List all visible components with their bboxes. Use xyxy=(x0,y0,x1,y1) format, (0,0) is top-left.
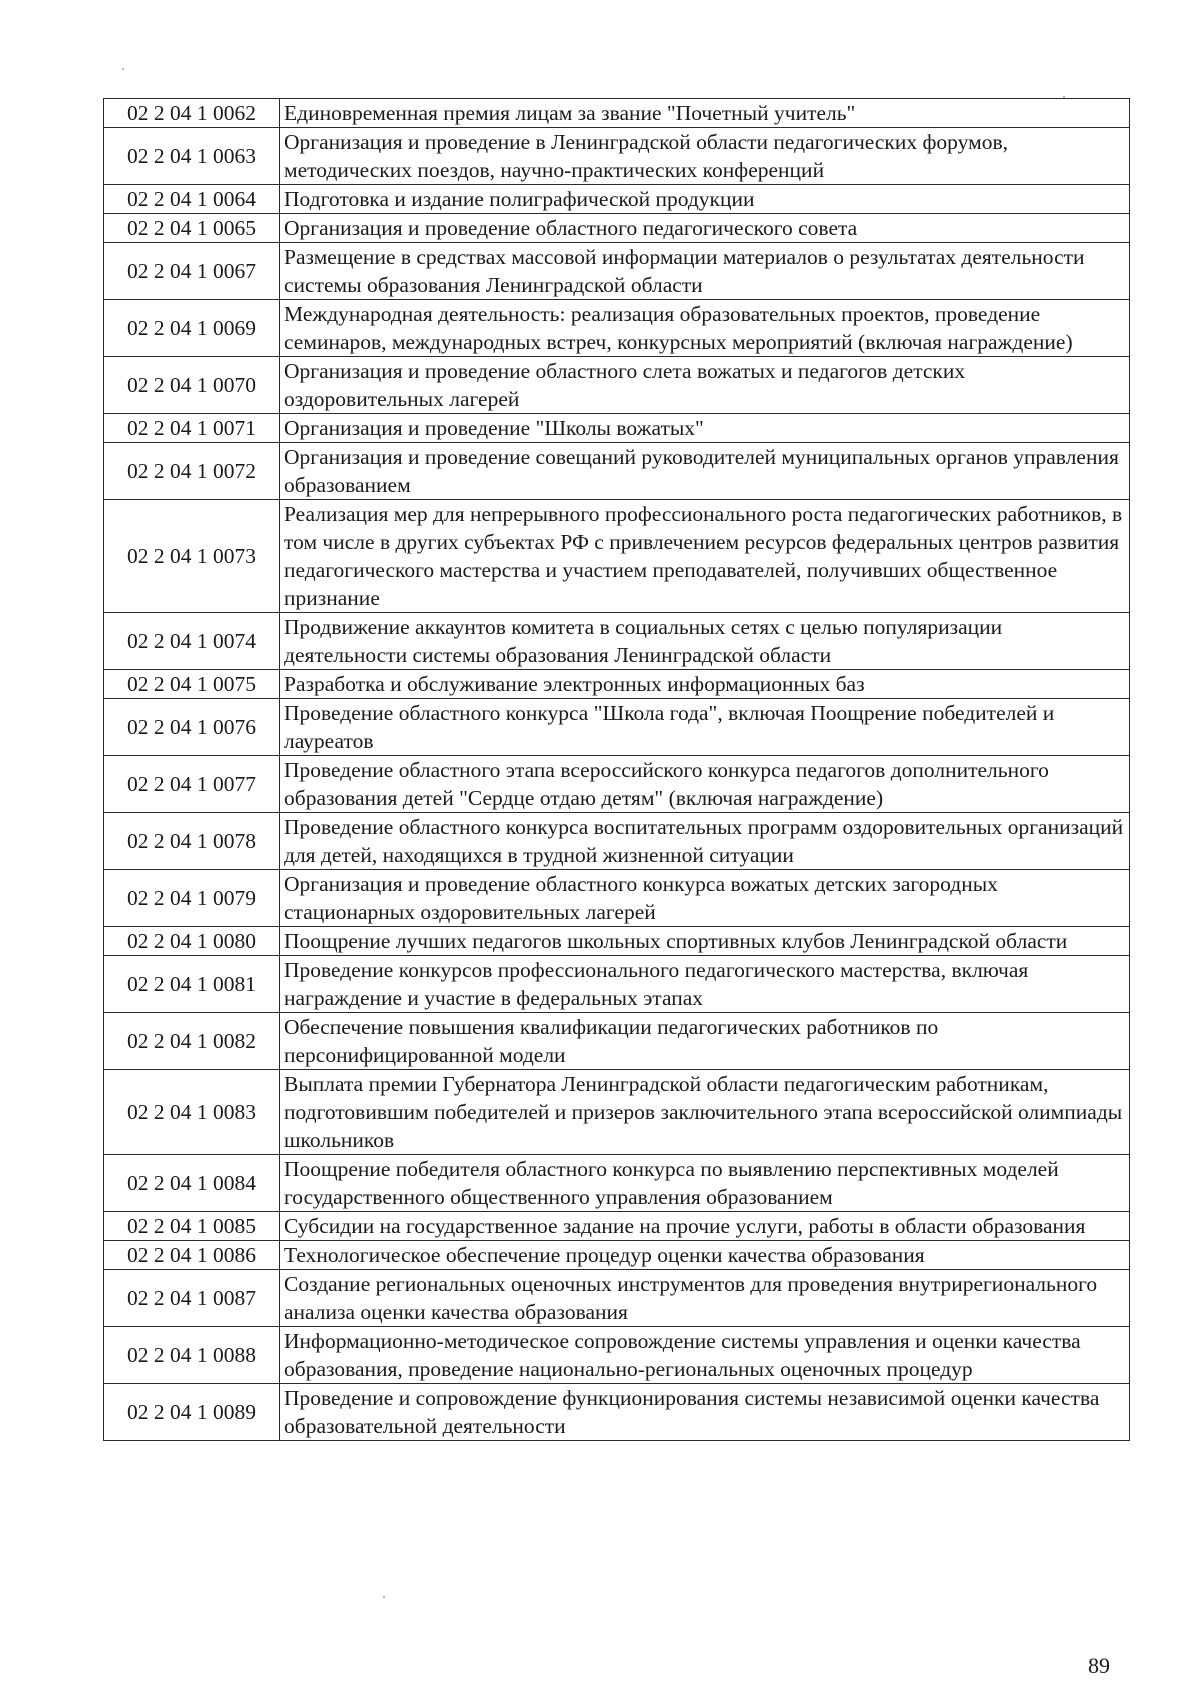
expense-name-cell: Проведение областного конкурса "Школа года", включая Поощрение победителей и лауреатов xyxy=(280,699,1130,756)
budget-code-cell: 02 2 04 1 0079 xyxy=(104,870,280,927)
table-row xyxy=(104,1013,1130,1070)
budget-code-cell: 02 2 04 1 0074 xyxy=(104,613,280,670)
expense-name-cell: Организация и проведение в Ленинградской области педагогических форумов, методических поездов, научно-практических конференций xyxy=(280,128,1130,185)
table-row xyxy=(104,1070,1130,1155)
budget-code-cell: 02 2 04 1 0083 xyxy=(104,1070,280,1155)
expense-name-cell: Организация и проведение областного педагогического совета xyxy=(280,214,1130,243)
budget-code-cell: 02 2 04 1 0064 xyxy=(104,185,280,214)
table-row xyxy=(104,1155,1130,1212)
table-body xyxy=(104,99,1130,1441)
table-row xyxy=(104,1327,1130,1384)
expense-name-cell: Проведение областного этапа всероссийского конкурса педагогов дополнительного образования детей "Сердце отдаю детям" (включая награждение) xyxy=(280,756,1130,813)
budget-code-cell: 02 2 04 1 0065 xyxy=(104,214,280,243)
table-row xyxy=(104,300,1130,357)
expense-name-cell: Проведение конкурсов профессионального педагогического мастерства, включая награждение и участие в федеральных этапах xyxy=(280,956,1130,1013)
table-row xyxy=(104,956,1130,1013)
expense-name-cell: Организация и проведение "Школы вожатых" xyxy=(280,414,1130,443)
budget-code-cell: 02 2 04 1 0076 xyxy=(104,699,280,756)
table-row xyxy=(104,1270,1130,1327)
budget-code-cell: 02 2 04 1 0073 xyxy=(104,500,280,613)
budget-code-cell: 02 2 04 1 0082 xyxy=(104,1013,280,1070)
expense-name-cell: Организация и проведение совещаний руководителей муниципальных органов управления образованием xyxy=(280,443,1130,500)
table-row xyxy=(104,927,1130,956)
expense-name-cell: Поощрение победителя областного конкурса по выявлению перспективных моделей государственного общественного управления образованием xyxy=(280,1155,1130,1212)
expense-name-cell: Создание региональных оценочных инструментов для проведения внутрирегионального анализа оценки качества образования xyxy=(280,1270,1130,1327)
budget-code-cell: 02 2 04 1 0077 xyxy=(104,756,280,813)
table-row xyxy=(104,99,1130,128)
budget-code-cell: 02 2 04 1 0089 xyxy=(104,1384,280,1441)
table-row xyxy=(104,670,1130,699)
budget-code-cell: 02 2 04 1 0084 xyxy=(104,1155,280,1212)
budget-code-cell: 02 2 04 1 0081 xyxy=(104,956,280,1013)
expense-name-cell: Размещение в средствах массовой информации материалов о результатах деятельности системы образования Ленинградской области xyxy=(280,243,1130,300)
expense-name-cell: Единовременная премия лицам за звание "Почетный учитель" xyxy=(280,99,1130,128)
budget-code-cell: 02 2 04 1 0088 xyxy=(104,1327,280,1384)
scan-speck xyxy=(383,1596,385,1598)
expense-name-cell: Выплата премии Губернатора Ленинградской области педагогическим работникам, подготовившим победителей и призеров заключительного этапа всероссийской олимпиады школьников xyxy=(280,1070,1130,1155)
table-row xyxy=(104,214,1130,243)
expense-name-cell: Организация и проведение областного конкурса вожатых детских загородных стационарных оздоровительных лагерей xyxy=(280,870,1130,927)
expense-name-cell: Подготовка и издание полиграфической продукции xyxy=(280,185,1130,214)
budget-code-cell: 02 2 04 1 0087 xyxy=(104,1270,280,1327)
expense-name-cell: Разработка и обслуживание электронных информационных баз xyxy=(280,670,1130,699)
table-row xyxy=(104,1212,1130,1241)
table-row xyxy=(104,756,1130,813)
expense-name-cell: Информационно-методическое сопровождение системы управления и оценки качества образования, проведение национально-региональных оценочных процедур xyxy=(280,1327,1130,1384)
table-row xyxy=(104,613,1130,670)
table-row xyxy=(104,357,1130,414)
budget-code-cell: 02 2 04 1 0075 xyxy=(104,670,280,699)
table-row xyxy=(104,185,1130,214)
budget-code-cell: 02 2 04 1 0080 xyxy=(104,927,280,956)
budget-codes-table xyxy=(103,98,1130,1441)
expense-name-cell: Технологическое обеспечение процедур оценки качества образования xyxy=(280,1241,1130,1270)
table-row xyxy=(104,699,1130,756)
expense-name-cell: Проведение и сопровождение функционирования системы независимой оценки качества образовательной деятельности xyxy=(280,1384,1130,1441)
budget-code-cell: 02 2 04 1 0071 xyxy=(104,414,280,443)
expense-name-cell: Организация и проведение областного слета вожатых и педагогов детских оздоровительных лагерей xyxy=(280,357,1130,414)
table-row xyxy=(104,243,1130,300)
budget-code-cell: 02 2 04 1 0072 xyxy=(104,443,280,500)
budget-code-cell: 02 2 04 1 0078 xyxy=(104,813,280,870)
budget-code-cell: 02 2 04 1 0086 xyxy=(104,1241,280,1270)
budget-code-cell: 02 2 04 1 0062 xyxy=(104,99,280,128)
budget-code-cell: 02 2 04 1 0069 xyxy=(104,300,280,357)
table-row xyxy=(104,1241,1130,1270)
budget-code-cell: 02 2 04 1 0085 xyxy=(104,1212,280,1241)
scan-speck xyxy=(122,68,124,70)
table-row xyxy=(104,870,1130,927)
expense-name-cell: Обеспечение повышения квалификации педагогических работников по персонифицированной модели xyxy=(280,1013,1130,1070)
table-row xyxy=(104,500,1130,613)
expense-name-cell: Субсидии на государственное задание на прочие услуги, работы в области образования xyxy=(280,1212,1130,1241)
budget-code-cell: 02 2 04 1 0070 xyxy=(104,357,280,414)
budget-code-cell: 02 2 04 1 0063 xyxy=(104,128,280,185)
table-row xyxy=(104,813,1130,870)
budget-code-cell: 02 2 04 1 0067 xyxy=(104,243,280,300)
expense-name-cell: Реализация мер для непрерывного профессионального роста педагогических работников, в том числе в других субъектах РФ с привлечением ресурсов федеральных центров развития педагогического мастерства и участием преподавателей, получивших общественное признание xyxy=(280,500,1130,613)
table-row xyxy=(104,1384,1130,1441)
table-row xyxy=(104,443,1130,500)
expense-name-cell: Продвижение аккаунтов комитета в социальных сетях с целью популяризации деятельности системы образования Ленинградской области xyxy=(280,613,1130,670)
expense-name-cell: Международная деятельность: реализация образовательных проектов, проведение семинаров, международных встреч, конкурсных мероприятий (включая награждение) xyxy=(280,300,1130,357)
expense-name-cell: Поощрение лучших педагогов школьных спортивных клубов Ленинградской области xyxy=(280,927,1130,956)
page-number: 89 xyxy=(1088,1653,1110,1678)
table-row xyxy=(104,128,1130,185)
expense-name-cell: Проведение областного конкурса воспитательных программ оздоровительных организаций для детей, находящихся в трудной жизненной ситуации xyxy=(280,813,1130,870)
table-row xyxy=(104,414,1130,443)
